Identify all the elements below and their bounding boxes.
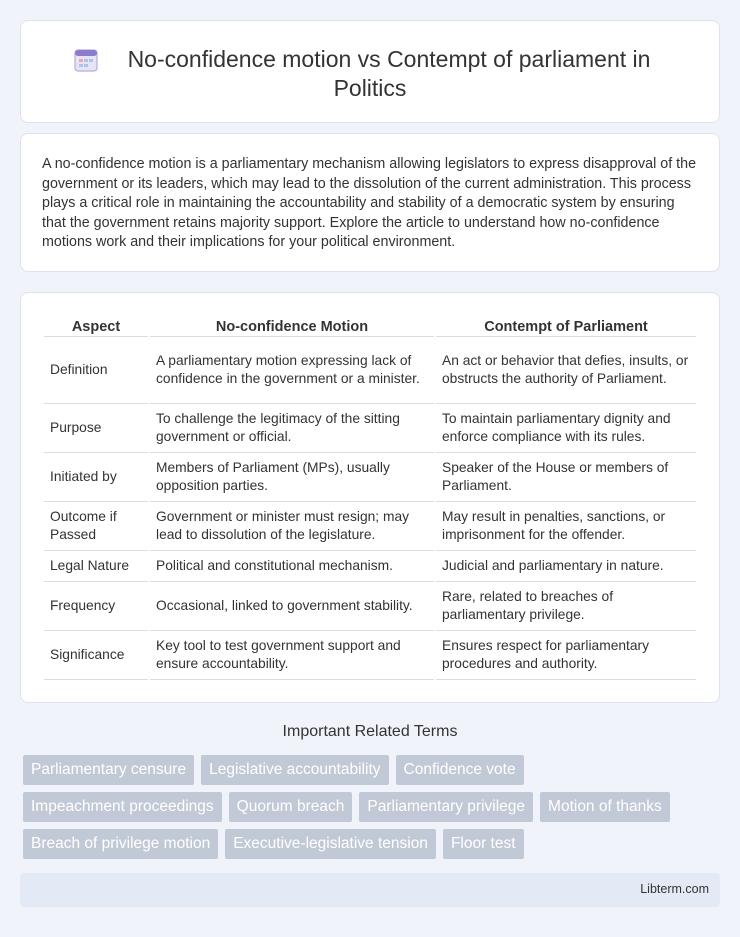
title-card <box>20 20 720 123</box>
page-title-line-2: Politics <box>333 75 407 101</box>
term-tag[interactable]: Legislative accountability <box>201 755 388 785</box>
footer <box>20 873 720 907</box>
term-tag[interactable]: Quorum breach <box>229 792 353 822</box>
row-contempt: To maintain parliamentary dignity and enforce compliance with its rules. <box>436 404 696 453</box>
term-tag[interactable]: Confidence vote <box>396 755 524 785</box>
row-no-confidence: A parliamentary motion expressing lack of confidence in the government or a minister. <box>150 337 434 404</box>
term-tag[interactable]: Parliamentary privilege <box>359 792 533 822</box>
row-no-confidence: Occasional, linked to government stability. <box>150 582 434 631</box>
row-aspect: Frequency <box>44 582 148 631</box>
term-tag[interactable]: Floor test <box>443 829 524 859</box>
term-tag[interactable]: Impeachment proceedings <box>23 792 222 822</box>
row-aspect: Definition <box>44 337 148 404</box>
related-terms <box>23 755 723 866</box>
header-contempt: Contempt of Parliament <box>436 316 696 337</box>
header-aspect: Aspect <box>44 316 148 337</box>
row-no-confidence: Government or minister must resign; may lead to dissolution of the legislature. <box>150 502 434 551</box>
row-no-confidence: To challenge the legitimacy of the sitting government or official. <box>150 404 434 453</box>
table-header-row <box>44 316 696 337</box>
table-row <box>44 337 696 404</box>
row-aspect: Legal Nature <box>44 551 148 582</box>
row-contempt: Ensures respect for parliamentary procedures and authority. <box>436 631 696 680</box>
row-contempt: An act or behavior that defies, insults, or obstructs the authority of Parliament. <box>436 337 696 404</box>
term-tag[interactable]: Parliamentary censure <box>23 755 194 785</box>
term-row <box>23 755 723 785</box>
table-row <box>44 404 696 453</box>
table-row <box>44 502 696 551</box>
table-row <box>44 551 696 582</box>
term-row <box>23 792 723 822</box>
comparison-table <box>42 316 698 680</box>
footer-site-name[interactable]: Libterm.com <box>640 882 709 896</box>
comparison-table-card <box>20 292 720 703</box>
term-tag[interactable]: Motion of thanks <box>540 792 670 822</box>
intro-paragraph: A no-confidence motion is a parliamentary mechanism allowing legislators to express disapproval of the government or its leaders, which may lead to the dissolution of the current administration. This process plays a critical role in maintaining the accountability and stability of a democratic system by ensuring that the government retains majority support. Explore the article to understand how no-confidence motions work and their implications for your political environment. <box>42 156 697 250</box>
intro-card <box>20 133 720 272</box>
page-title-line-1: No-confidence motion vs Contempt of parliament in <box>127 46 651 72</box>
row-contempt: May result in penalties, sanctions, or imprisonment for the offender. <box>436 502 696 551</box>
row-aspect: Outcome if Passed <box>44 502 148 551</box>
table-row <box>44 453 696 502</box>
page-title <box>21 45 719 103</box>
row-aspect: Purpose <box>44 404 148 453</box>
row-aspect: Significance <box>44 631 148 680</box>
related-terms-heading: Important Related Terms <box>282 723 458 740</box>
term-tag[interactable]: Executive-legislative tension <box>225 829 436 859</box>
header-no-confidence: No-confidence Motion <box>150 316 434 337</box>
table-row <box>44 631 696 680</box>
row-aspect: Initiated by <box>44 453 148 502</box>
row-contempt: Rare, related to breaches of parliamentary privilege. <box>436 582 696 631</box>
row-contempt: Judicial and parliamentary in nature. <box>436 551 696 582</box>
row-contempt: Speaker of the House or members of Parliament. <box>436 453 696 502</box>
term-tag[interactable]: Breach of privilege motion <box>23 829 218 859</box>
row-no-confidence: Key tool to test government support and ensure accountability. <box>150 631 434 680</box>
row-no-confidence: Members of Parliament (MPs), usually opposition parties. <box>150 453 434 502</box>
term-row <box>23 829 723 859</box>
table-row <box>44 582 696 631</box>
row-no-confidence: Political and constitutional mechanism. <box>150 551 434 582</box>
